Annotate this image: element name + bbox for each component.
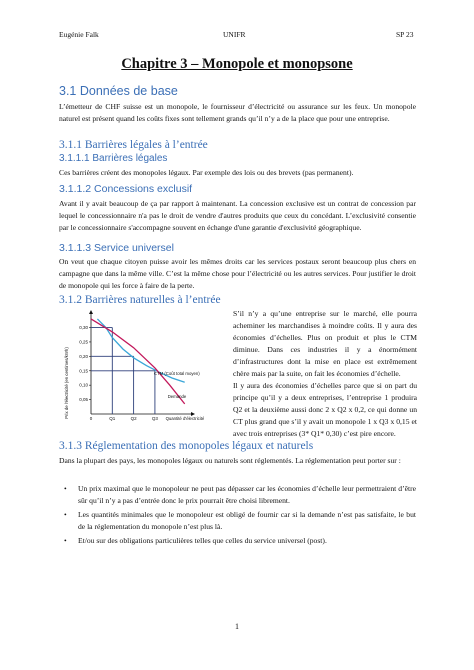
x-tick-label: 0 — [89, 416, 93, 421]
x-tick-label: Q2 — [130, 416, 137, 421]
y-tick-label: 0,10 — [79, 382, 88, 388]
demand-curve — [91, 319, 185, 404]
heading-3-1-3: 3.1.3 Réglementation des monopoles légaux et naturels — [59, 440, 314, 452]
paragraph-3-1-1-3: On veut que chaque citoyen puisse avoir les mêmes droits car les services postaux seront beaucoup plus chers en campagne que dans la même ville. C’est la même chose pour l’électricité ou les autres services. Pour justifier le droit de monopole qui les force à faire de la perte. — [59, 257, 416, 290]
y-tick-label: 0,20 — [79, 353, 88, 359]
regulation-list — [59, 483, 416, 547]
chart-xlabel: Quantité d'électricité — [165, 416, 204, 421]
chart-ylabel: Prix de l'électricité (en centimes/kWh) — [64, 347, 69, 419]
paragraph-3-1: L’émetteur de CHF suisse est un monopole, le fournisseur d’électricité ou assurance sur les feux. Un monopole naturel est présent quand les coûts fixes sont tellement grands qu’il n’y a de la place que pour une entreprise. — [59, 102, 416, 123]
heading-3-1-1-2: 3.1.1.2 Concessions exclusif — [59, 183, 193, 195]
page-title: Chapitre 3 – Monopole et monopsone — [121, 56, 353, 72]
paragraph-3-1-1-2: Avant il y avait beaucoup de ça par rapport à maintenant. La concession exclusive est un contrat de concession par lequel le concessionnaire n'a pas le droit de vendre d'autres produits que ceux du concédant. L’exclusivité consentie par le concessionnaire s'accompagne souvent en échange d'une garantie d'exclusivité géographique. — [59, 199, 416, 232]
list-item: • Et/ou sur des obligations particulières telles que celles du service universel (post). — [59, 535, 416, 547]
list-item: • Les quantités minimales que le monopoleur est obligé de fournir car si la demande n’est pas satisfaite, le but de la réglementation du monopole n’est plus là. — [59, 509, 416, 533]
heading-3-1-2: 3.1.2 Barrières naturelles à l’entrée — [59, 294, 221, 306]
heading-3-1-1-3: 3.1.1.3 Service universel — [59, 242, 174, 254]
header-semester: SP 23 — [396, 30, 414, 39]
y-tick-label: 0,25 — [79, 339, 88, 345]
x-tick-label: Q1 — [109, 416, 116, 421]
ctm-curve-label: CTM (Coût total moyen) — [153, 371, 200, 377]
paragraph-3-1-1-1: Ces barrières créent des monopoles légaux. Par exemple des lois ou des brevets (pas permanent). — [59, 168, 354, 177]
heading-3-1-1: 3.1.1 Barrières légales à l’entrée — [59, 139, 208, 151]
y-tick-label: 0,30 — [79, 325, 88, 331]
list-item: • Un prix maximal que le monopoleur ne peut pas dépasser car les économies d’échelle leur permettraient d’être sûr qu’il n’y a pas d’entrée donc le prix pourrait être choisi librement. — [59, 483, 416, 507]
header-university: UNIFR — [223, 30, 246, 39]
cost-demand-chart — [59, 310, 204, 438]
y-tick-label: 0,05 — [79, 397, 88, 403]
heading-3-1: 3.1 Données de base — [59, 84, 178, 98]
heading-3-1-1-1: 3.1.1.1 Barrières légales — [59, 153, 168, 164]
paragraph-3-1-2-a: S’il n’y a qu’une entreprise sur le marché, elle pourra acheminer les marchandises à moindre coûts. Il y aura des économies d’échelles. Plus on produit et plus le CTM diminue. Dans ces industries il y a énormément d’infrastructures dont la mise en place est extrêmement chère mais par la suite, on fait les économies d’échelle. — [233, 309, 417, 378]
x-tick-label: Q3 — [151, 416, 158, 421]
y-tick-label: 0,15 — [79, 368, 88, 374]
paragraph-3-1-3-intro: Dans la plupart des pays, les monopoles légaux ou naturels sont réglementés. La réglementation peut porter sur : — [59, 456, 401, 465]
paragraph-3-1-2-b: Il y aura des économies d’échelles parce que si on part du principe qu’il y a deux entreprises, l’entreprise 1 produira Q2 et la deuxième aussi donc 2 x Q2 x 0,2, ce qui donne un CT plus grand que s’il y avait un monopole 1 x Q3 x 0,15 et avec trois entreprises (3* Q1* 0,30) c’est pire encore. — [233, 381, 417, 438]
page-number: 1 — [235, 622, 239, 631]
demand-curve-label: Demande — [167, 394, 187, 400]
header-author: Eugénie Falk — [59, 30, 99, 39]
